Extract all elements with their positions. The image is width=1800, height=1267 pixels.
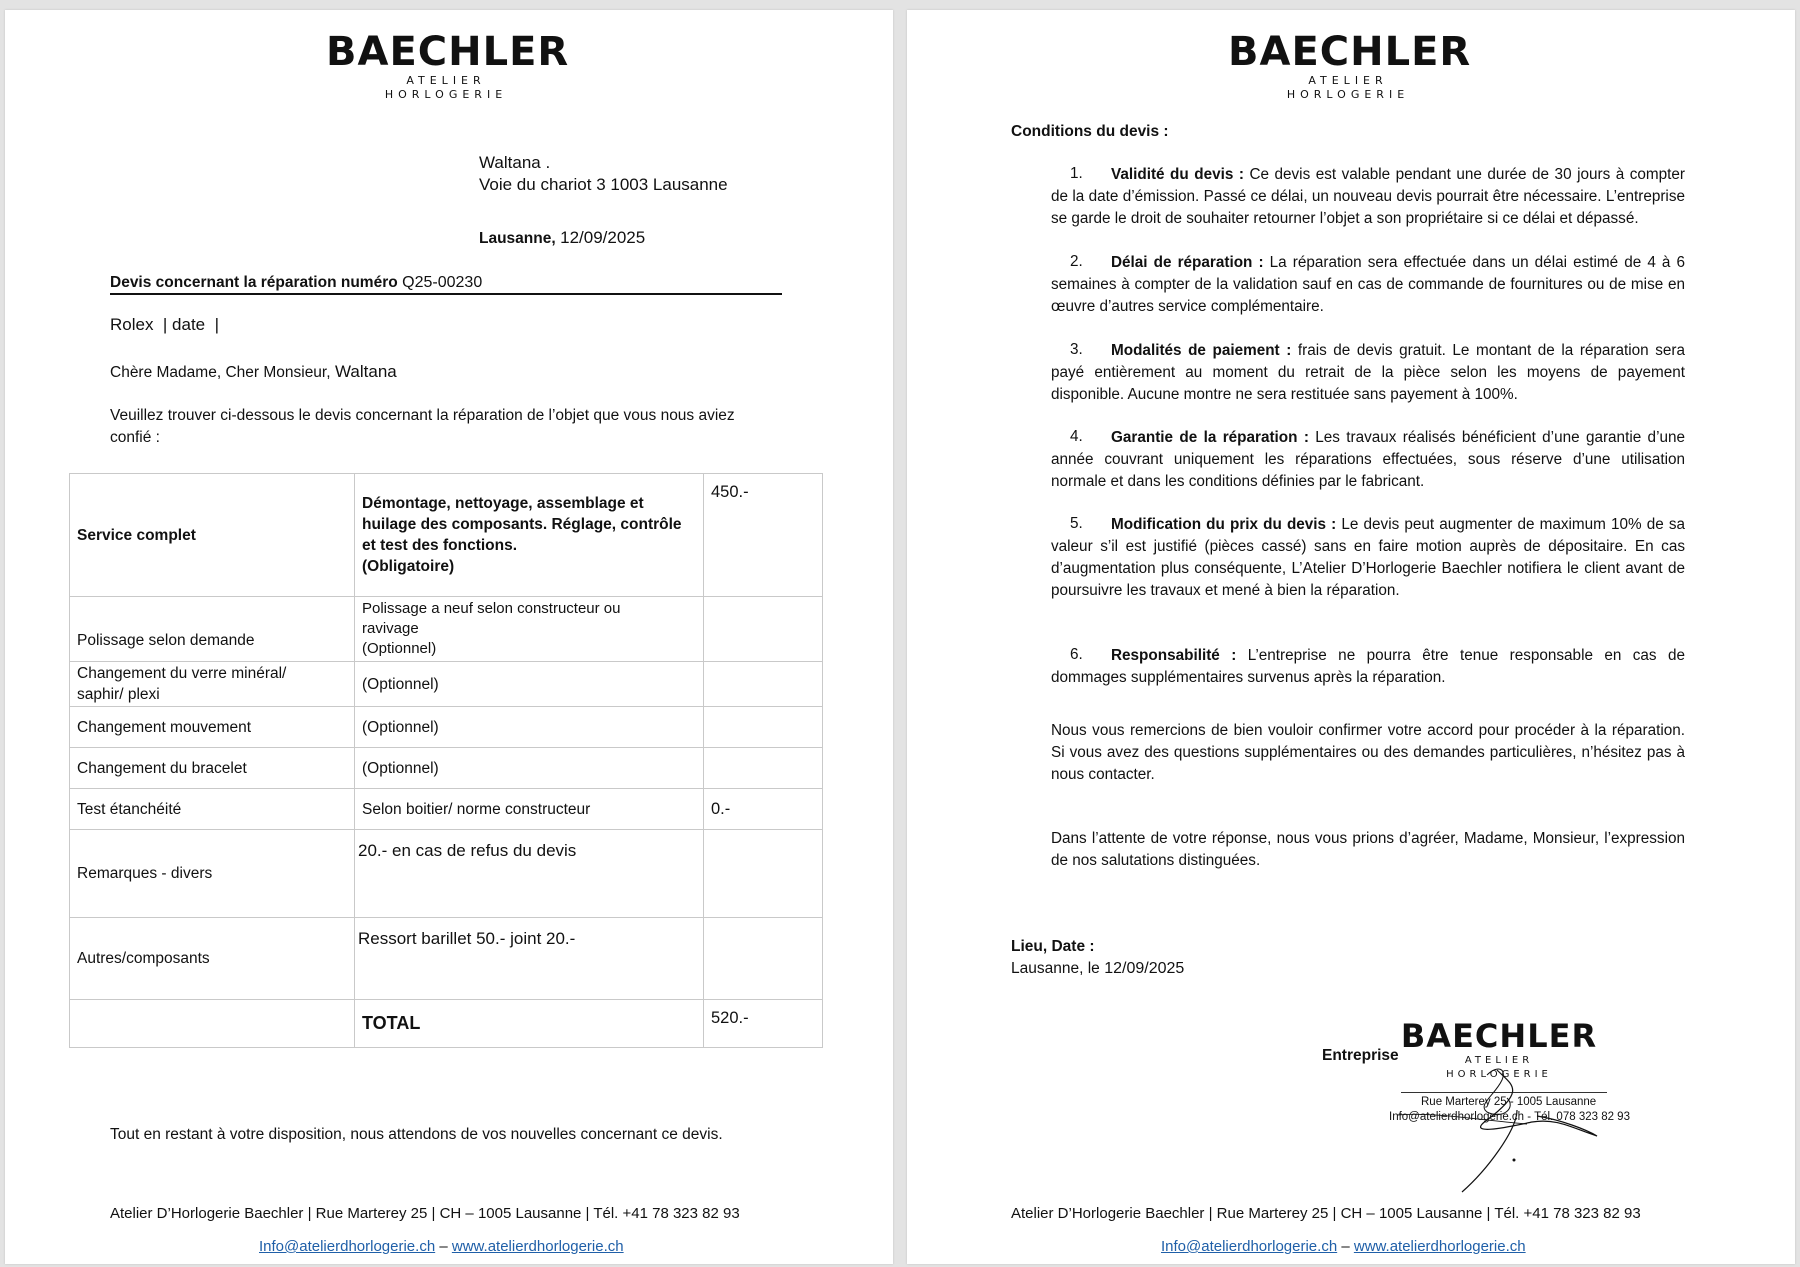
place-value-prefix: Lausanne, le (1011, 960, 1100, 977)
service-line: saphir/ plexi (77, 686, 160, 703)
footer-website-link[interactable]: www.atelierdhorlogerie.ch (451, 1238, 624, 1255)
quote-number: Q25-00230 (402, 274, 483, 291)
condition-title: Validité du devis : (1111, 166, 1244, 183)
recipient-name: Waltana . (479, 153, 551, 172)
desc-line: huilage des composants. Réglage, contrôle (362, 516, 682, 533)
footer-email-link[interactable]: Info@atelierdhorlogerie.ch (1161, 1238, 1338, 1255)
condition-title: Modification du prix du devis : (1111, 516, 1337, 533)
table-row (70, 748, 823, 789)
condition-number: 3. (1070, 341, 1083, 358)
service-cell (70, 1000, 355, 1048)
price-cell (704, 662, 823, 707)
thanks-paragraph: Nous vous remercions de bien vouloir confirmer votre accord pour procéder à la réparation. Si vous avez des questions supplémentaires ou des demandes particulières, n’hésitez pas à nous contacter. (1051, 722, 1685, 783)
quote-page-2 (907, 10, 1795, 1264)
place-date-label: Lieu, Date : (1011, 938, 1095, 955)
place-date (479, 228, 645, 248)
table-row (70, 830, 823, 918)
stamp-sub-atelier: ATELIER (1464, 1055, 1534, 1066)
condition-number: 1. (1070, 165, 1083, 182)
condition-item (1051, 645, 1685, 689)
condition-text: L’entreprise ne pourra être tenue responsable en cas de dommages supplémentaires survenus après la réparation. (1051, 647, 1685, 686)
description-cell: (Optionnel) (355, 707, 704, 748)
condition-item (1051, 427, 1685, 493)
footer-address: Atelier D’Horlogerie Baechler | Rue Marterey 25 | CH – 1005 Lausanne | Tél. +41 78 323 82 93 (1011, 1205, 1641, 1222)
footer-website-link[interactable]: www.atelierdhorlogerie.ch (1353, 1238, 1526, 1255)
condition-number: 2. (1070, 253, 1083, 270)
condition-item (1051, 340, 1685, 406)
condition-item (1051, 514, 1685, 602)
intro-line-2: confié : (110, 429, 160, 446)
table-row (70, 662, 823, 707)
conditions-heading: Conditions du devis : (1011, 123, 1169, 140)
stamp-address: Rue Marterey 25 - 1005 Lausanne (1421, 1096, 1597, 1108)
desc-line: (Optionnel) (362, 640, 437, 657)
total-label: TOTAL (355, 1000, 704, 1048)
description-cell: 20.- en cas de refus du devis (355, 830, 704, 918)
quote-table (69, 473, 823, 1048)
price-cell (704, 597, 823, 662)
condition-title: Garantie de la réparation : (1111, 429, 1309, 446)
service-cell (70, 662, 355, 707)
place-value-date: 12/09/2025 (1104, 960, 1185, 977)
condition-text: frais de devis gratuit. Le montant de la réparation sera payé entièrement au moment du retrait de la pièce selon les moyens de payement disponible. Aucune montre ne sera restituée sans payement à 100%. (1051, 342, 1685, 403)
condition-item (1051, 252, 1685, 318)
condition-number: 4. (1070, 428, 1083, 445)
condition-title: Délai de réparation : (1111, 254, 1264, 271)
service-cell: Autres/composants (70, 918, 355, 1000)
condition-title: Responsabilité : (1111, 647, 1237, 664)
footer-address: Atelier D’Horlogerie Baechler | Rue Marterey 25 | CH – 1005 Lausanne | Tél. +41 78 323 82 93 (110, 1205, 740, 1222)
footer-email-link[interactable]: Info@atelierdhorlogerie.ch (259, 1238, 436, 1255)
logo-sub-horlogerie: HORLOGERIE (384, 88, 508, 101)
company-label: Entreprise (1322, 1047, 1399, 1064)
quote-reference (110, 274, 782, 295)
quote-date: 12/09/2025 (560, 228, 646, 247)
greeting-prefix: Chère Madame, Cher Monsieur, (110, 364, 331, 381)
table-row (70, 707, 823, 748)
logo-sub-atelier: ATELIER (1308, 74, 1388, 87)
condition-title: Modalités de paiement : (1111, 342, 1292, 359)
service-cell: Changement mouvement (70, 707, 355, 748)
stamp-brand-name: BAECHLER (1400, 1017, 1598, 1055)
stamp-contact: Info@atelierdhorlogerie.ch - Tél. 078 323 82 93 (1389, 1111, 1630, 1123)
description-cell: Selon boitier/ norme constructeur (355, 789, 704, 830)
price-cell (704, 707, 823, 748)
table-row (70, 789, 823, 830)
service-cell: Changement du bracelet (70, 748, 355, 789)
logo-brand-name: BAECHLER (326, 29, 570, 75)
table-row (70, 918, 823, 1000)
stamp-sub-horlogerie: HORLOGERIE (1446, 1069, 1552, 1080)
closing-text: Tout en restant à votre disposition, nous attendons de vos nouvelles concernant ce devis. (110, 1126, 723, 1143)
desc-line: et test des fonctions. (362, 537, 518, 554)
service-cell: Test étanchéité (70, 789, 355, 830)
intro-line-1: Veuillez trouver ci-dessous le devis concernant la réparation de l’objet que vous nous aviez (110, 407, 735, 424)
quote-ref-label: Devis concernant la réparation numéro (110, 274, 398, 291)
description-cell: Ressort barillet 50.- joint 20.- (355, 918, 704, 1000)
footer-separator: – (439, 1238, 448, 1255)
price-cell: 450.- (704, 474, 823, 597)
service-cell: Service complet (70, 474, 355, 597)
footer-separator: – (1341, 1238, 1350, 1255)
service-cell: Polissage selon demande (70, 597, 355, 662)
condition-text: Ce devis est valable pendant une durée de 30 jours à compter de la date d’émission. Passé ce délai, un nouveau devis pourrait être nécessaire. L’entreprise se garde le droit de souhaiter retourner l’objet a son propriétaire si ce délai et dépassé. (1051, 166, 1685, 227)
price-cell (704, 918, 823, 1000)
condition-number: 5. (1070, 515, 1083, 532)
description-cell: (Optionnel) (355, 662, 704, 707)
description-cell: (Optionnel) (355, 748, 704, 789)
service-cell: Remarques - divers (70, 830, 355, 918)
desc-line: Polissage a neuf selon constructeur ou (362, 600, 621, 617)
condition-text: La réparation sera effectuée dans un délai estimé de 4 à 6 semaines à compter de la validation sauf en cas de commande de fournitures ou de mise en œuvre d’autres service complémentaire. (1051, 254, 1686, 315)
quote-page-1 (5, 10, 893, 1264)
total-price: 520.- (704, 1000, 823, 1048)
watch-line: Rolex | date | (110, 315, 219, 334)
condition-text: Le devis peut augmenter de maximum 10% de sa valeur s’il est justifié (pièces cassé) sans en faire motion auprès de dépositaire. En cas d’augmentation plus conséquente, L’Atelier D’Horlogerie Baechler notifiera le client avant de poursuivre les travaux et mené à bien la réparation. (1051, 516, 1686, 599)
greeting (110, 362, 397, 382)
logo-sub-horlogerie: HORLOGERIE (1286, 88, 1410, 101)
handwritten-signature (1367, 1050, 1627, 1200)
logo-sub-atelier: ATELIER (406, 74, 486, 87)
desc-line: (Obligatoire) (362, 558, 455, 575)
price-cell: 0.- (704, 789, 823, 830)
salutation-paragraph: Dans l’attente de votre réponse, nous vous prions d’agréer, Madame, Monsieur, l’expression de nos salutations distinguées. (1051, 830, 1685, 869)
price-cell (704, 748, 823, 789)
condition-item (1051, 164, 1685, 230)
logo-brand-name: BAECHLER (1228, 29, 1472, 75)
service-line: Changement du verre minéral/ (77, 665, 287, 682)
footer-links (259, 1238, 624, 1255)
brand-logo (326, 29, 570, 102)
place-date-value (1011, 960, 1184, 978)
brand-logo (1228, 29, 1472, 102)
recipient-address: Voie du chariot 3 1003 Lausanne (479, 175, 728, 194)
greeting-name: Waltana (335, 362, 397, 381)
table-row (70, 597, 823, 662)
footer-links (1161, 1238, 1526, 1255)
table-row (70, 474, 823, 597)
description-cell (355, 474, 704, 597)
table-row (70, 1000, 823, 1048)
condition-number: 6. (1070, 646, 1083, 663)
place-label: Lausanne, (479, 230, 556, 247)
description-cell (355, 597, 704, 662)
desc-line: Démontage, nettoyage, assemblage et (362, 495, 644, 512)
desc-line: ravivage (362, 620, 419, 637)
price-cell (704, 830, 823, 918)
condition-text: Les travaux réalisés bénéficient d’une garantie d’une année couvrant uniquement les réparations effectuées, sous réserve d’une utilisation normale et dans les conditions définies par le fabricant. (1051, 429, 1685, 490)
